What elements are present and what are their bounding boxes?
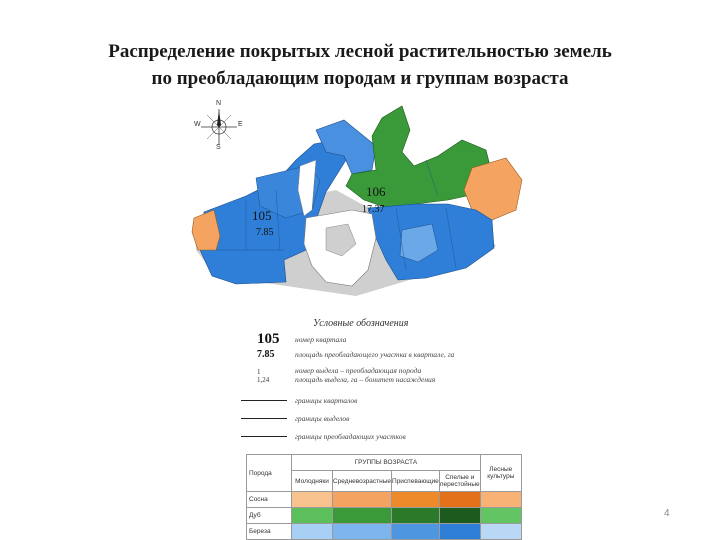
table-color-swatch <box>392 508 440 524</box>
legend-line-quarters <box>241 400 287 401</box>
forest-map <box>176 100 536 300</box>
table-color-swatch <box>333 508 392 524</box>
table-header-age-3: Спелые и перестойные <box>439 471 480 492</box>
page-title <box>20 38 700 92</box>
legend-block-number: 105 <box>257 331 280 347</box>
compass-south: S <box>216 144 221 151</box>
map-block-105-area: 7.85 <box>256 227 274 238</box>
table-row-species: Дуб <box>247 508 292 524</box>
legend-item-frac-2: площадь выдела, га – бонитет насаждения <box>295 375 436 384</box>
legend-item-frac-1: номер выдела – преобладающая порода <box>295 366 422 375</box>
table-color-swatch <box>480 492 521 508</box>
legend-frac-top: 1 <box>257 368 261 376</box>
page-number: 4 <box>664 508 670 519</box>
age-group-table <box>246 454 522 540</box>
legend-item-line-3: границы преобладающих участков <box>295 432 406 441</box>
legend-title: Условные обозначения <box>313 318 409 329</box>
forest-map-svg <box>176 100 536 300</box>
table-header-species: Порода <box>247 455 292 492</box>
map-legend <box>233 318 503 448</box>
title-line-1: Распределение покрытых лесной растительностью земель <box>108 41 612 62</box>
legend-item-area: площадь преобладающего участка в квартале, га <box>295 350 455 359</box>
table-header-forest-cultures: Лесные культуры <box>480 455 521 492</box>
table-color-swatch <box>480 508 521 524</box>
legend-line-units <box>241 418 287 419</box>
legend-item-number: номер квартала <box>295 335 347 344</box>
compass-west: W <box>194 121 201 128</box>
table-color-swatch <box>392 524 440 540</box>
table-header-age-0: Молодняки <box>292 471 333 492</box>
table-row <box>247 492 522 508</box>
table-color-swatch <box>333 524 392 540</box>
legend-item-line-1: границы кварталов <box>295 396 358 405</box>
compass-north: N <box>216 100 222 107</box>
legend-line-parcels <box>241 436 287 437</box>
table-header-age-1: Средневозрастные <box>333 471 392 492</box>
table-color-swatch <box>439 492 480 508</box>
map-block-105-number: 105 <box>252 208 272 223</box>
table-color-swatch <box>439 524 480 540</box>
table-row <box>247 524 522 540</box>
table-color-swatch <box>392 492 440 508</box>
table-row-species: Сосна <box>247 492 292 508</box>
legend-block-area: 7.85 <box>257 349 275 360</box>
map-block-106-area: 17.37 <box>362 204 385 215</box>
map-block-106-number: 106 <box>366 184 386 199</box>
table-color-swatch <box>292 492 333 508</box>
table-row <box>247 508 522 524</box>
table-header-age-groups: ГРУППЫ ВОЗРАСТА <box>292 455 481 471</box>
title-line-2: по преобладающим породам и группам возраста <box>151 68 569 89</box>
table-body <box>247 492 522 540</box>
table-color-swatch <box>292 524 333 540</box>
legend-item-line-2: границы выделов <box>295 414 350 423</box>
table-header-age-2: Приспевающие <box>392 471 440 492</box>
table-row-species: Береза <box>247 524 292 540</box>
table-color-swatch <box>292 508 333 524</box>
legend-frac-bottom: 1,24 <box>257 376 270 384</box>
table-color-swatch <box>333 492 392 508</box>
table-color-swatch <box>480 524 521 540</box>
table-color-swatch <box>439 508 480 524</box>
compass-east: E <box>238 121 243 128</box>
